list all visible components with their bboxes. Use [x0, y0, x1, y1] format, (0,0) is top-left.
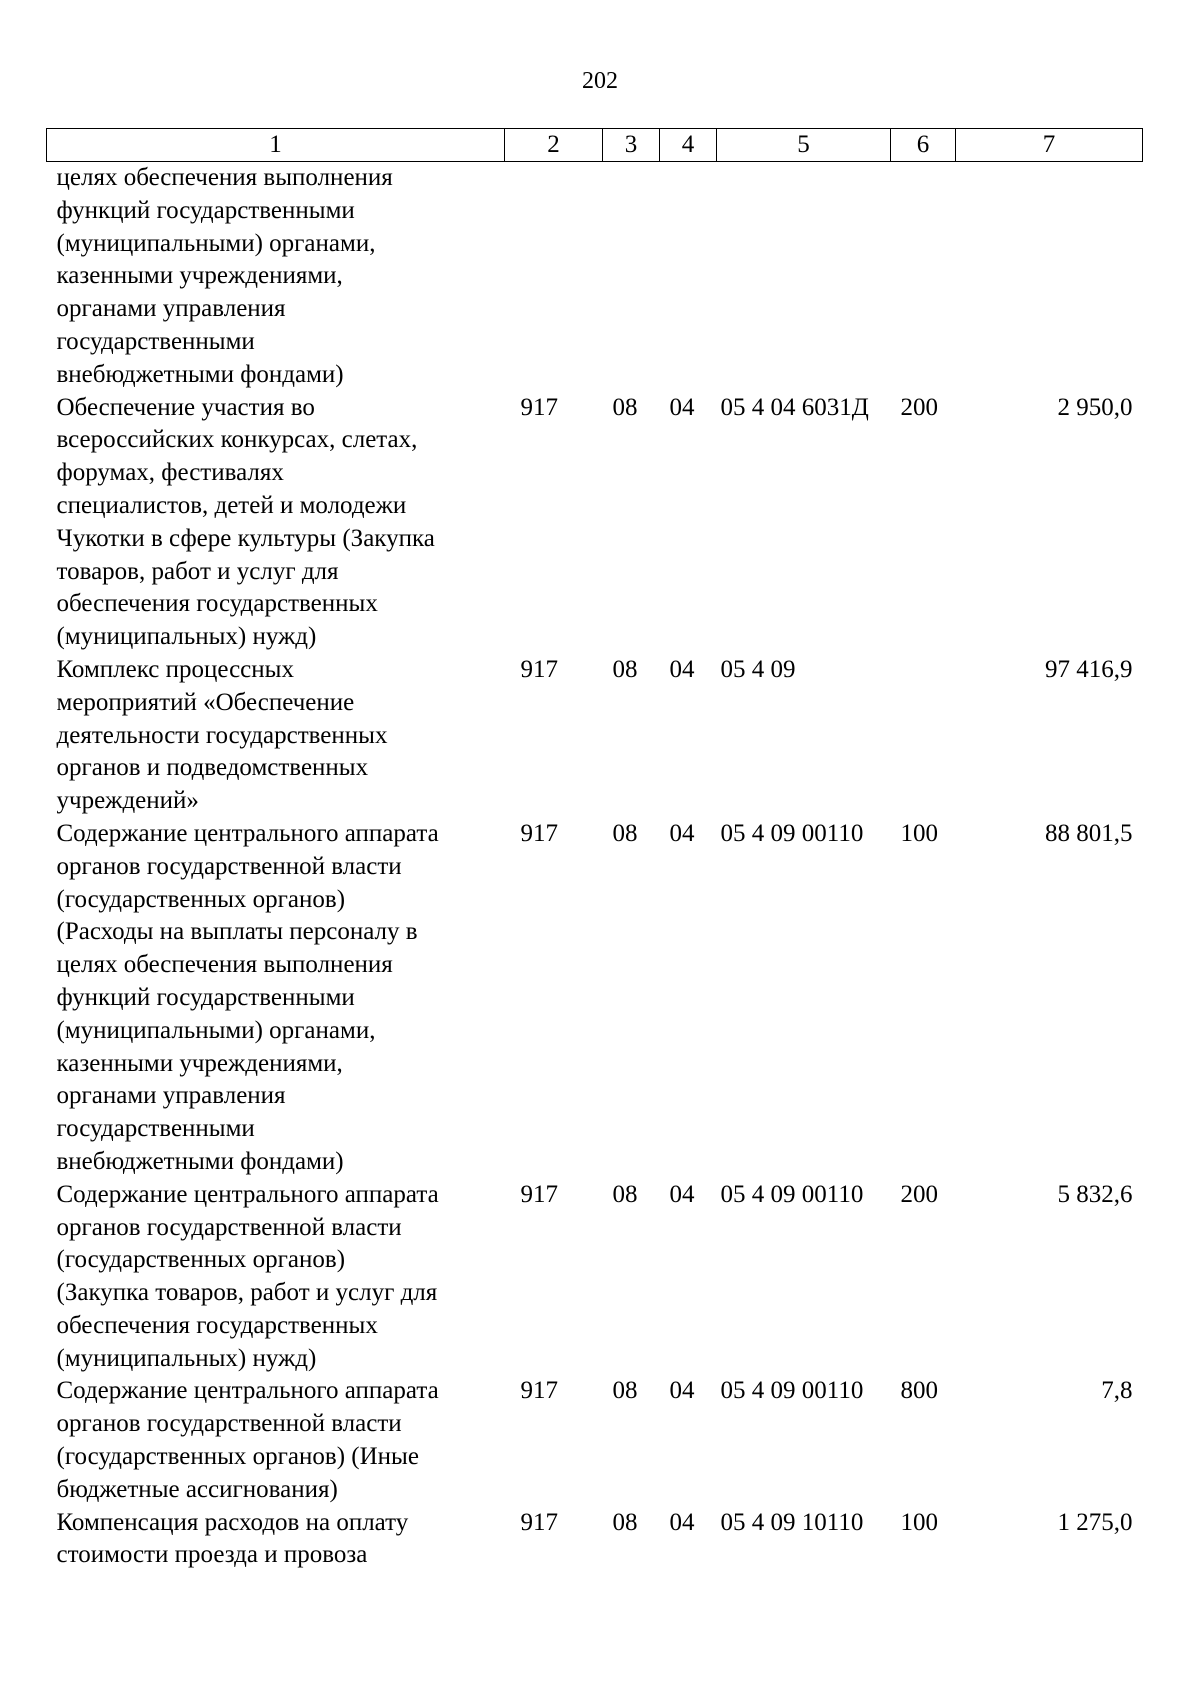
description-line: органами управления: [56, 1082, 286, 1110]
description-line: функций государственными: [56, 196, 355, 224]
header-row: [47, 129, 1143, 162]
description-line: государственными: [56, 1115, 255, 1143]
cell-target-article: 05 4 09: [720, 655, 796, 683]
page-number: 202: [582, 68, 618, 94]
cell-ministry-code: 917: [520, 1180, 558, 1208]
row-description: [47, 818, 505, 1179]
description-line: учреждений»: [56, 787, 199, 815]
cell-section: 08: [612, 393, 638, 421]
cell-section: 08: [612, 1180, 638, 1208]
header-col-1: 1: [47, 129, 505, 162]
header-col-4: 4: [660, 129, 717, 162]
description-line: органов и подведомственных: [56, 754, 369, 782]
cell-amount: 2 950,0: [1057, 393, 1133, 421]
header-col-2: 2: [505, 129, 603, 162]
description-line: мероприятий «Обеспечение: [56, 688, 355, 716]
header-col-7: 7: [956, 129, 1143, 162]
description-line: обеспечения государственных: [56, 1311, 378, 1339]
description-line: Компенсация расходов на оплату: [56, 1508, 409, 1536]
description-line: функций государственными: [56, 983, 355, 1011]
description-line: (муниципальными) органами,: [56, 1016, 376, 1044]
table-row: [47, 654, 1143, 818]
cell-expense-type: 100: [900, 1508, 938, 1536]
cell-ministry-code: 917: [520, 1508, 558, 1536]
description-line: государственными: [56, 327, 255, 355]
cell-section: 08: [612, 1377, 638, 1405]
cell-subsection: 04: [669, 1180, 695, 1208]
table-row: [47, 162, 1143, 392]
cell-ministry-code: 917: [520, 1377, 558, 1405]
description-line: деятельности государственных: [56, 721, 388, 749]
cell-subsection: 04: [669, 393, 695, 421]
cell-section: [603, 162, 660, 392]
cell-target-article: 05 4 09 00110: [720, 819, 864, 847]
cell-section: 08: [612, 819, 638, 847]
cell-section: 08: [612, 655, 638, 683]
description-line: целях обеспечения выполнения: [56, 164, 393, 191]
cell-section: 08: [612, 1508, 638, 1536]
cell-target-article: 05 4 09 00110: [720, 1377, 864, 1405]
description-line: Содержание центрального аппарата: [56, 1377, 439, 1405]
cell-subsection: 04: [669, 819, 695, 847]
description-line: (муниципальных) нужд): [56, 623, 317, 651]
description-line: казенными учреждениями,: [56, 1049, 343, 1077]
cell-target-article: 05 4 04 6031Д: [720, 393, 869, 421]
cell-ministry-code: 917: [520, 655, 558, 683]
cell-expense-type: [891, 162, 956, 392]
cell-amount: 97 416,9: [1045, 655, 1133, 683]
description-line: стоимости проезда и провоза: [56, 1541, 368, 1569]
description-line: целях обеспечения выполнения: [56, 951, 393, 979]
cell-ministry-code: 917: [520, 393, 558, 421]
row-description: [47, 1375, 505, 1506]
cell-subsection: [660, 162, 717, 392]
cell-expense-type: 200: [900, 393, 938, 421]
cell-subsection: 04: [669, 1377, 695, 1405]
cell-amount: 88 801,5: [1045, 819, 1133, 847]
cell-target-article: 05 4 09 10110: [720, 1508, 864, 1536]
description-line: товаров, работ и услуг для: [56, 557, 339, 585]
description-line: (муниципальных) нужд): [56, 1344, 317, 1372]
description-line: внебюджетными фондами): [56, 1147, 344, 1175]
cell-ministry-code: [505, 162, 603, 392]
description-line: (Закупка товаров, работ и услуг для: [56, 1279, 438, 1307]
row-description: [47, 654, 505, 818]
description-line: (государственных органов): [56, 1246, 346, 1274]
cell-amount: [956, 162, 1143, 392]
description-line: Содержание центрального аппарата: [56, 819, 439, 847]
description-line: казенными учреждениями,: [56, 262, 343, 290]
cell-subsection: 04: [669, 655, 695, 683]
cell-expense-type: [891, 654, 956, 818]
cell-expense-type: 100: [900, 819, 938, 847]
description-line: Комплекс процессных: [56, 655, 294, 683]
description-line: всероссийских конкурсах, слетах,: [56, 426, 418, 454]
budget-table: [46, 128, 1143, 1572]
cell-expense-type: 800: [900, 1377, 938, 1405]
description-line: Чукотки в сфере культуры (Закупка: [56, 524, 435, 552]
description-line: органами управления: [56, 295, 286, 323]
header-col-5: 5: [717, 129, 891, 162]
description-line: органов государственной власти: [56, 1213, 402, 1241]
cell-expense-type: 200: [900, 1180, 938, 1208]
description-line: форумах, фестивалях: [56, 459, 284, 487]
description-line: обеспечения государственных: [56, 590, 378, 618]
table-row: [47, 1179, 1143, 1376]
table-row: [47, 818, 1143, 1179]
description-line: внебюджетными фондами): [56, 360, 344, 388]
description-line: (государственных органов) (Иные: [56, 1443, 419, 1471]
description-line: (Расходы на выплаты персоналу в: [56, 918, 418, 946]
description-line: органов государственной власти: [56, 1410, 402, 1438]
table-body: [47, 162, 1143, 1573]
header-col-3: 3: [603, 129, 660, 162]
table-row: [47, 1375, 1143, 1506]
description-line: Обеспечение участия во: [56, 393, 315, 421]
cell-target-article: 05 4 09 00110: [720, 1180, 864, 1208]
table-row: [47, 1507, 1143, 1573]
cell-target-article: [717, 162, 891, 392]
cell-amount: 1 275,0: [1057, 1508, 1133, 1536]
description-line: специалистов, детей и молодежи: [56, 491, 407, 519]
header-col-6: 6: [891, 129, 956, 162]
table-header: [47, 129, 1143, 162]
cell-amount: 7,8: [1101, 1377, 1133, 1405]
cell-amount: 5 832,6: [1057, 1180, 1133, 1208]
description-line: бюджетные ассигнования): [56, 1475, 338, 1503]
row-description: [47, 1179, 505, 1376]
cell-subsection: 04: [669, 1508, 695, 1536]
row-description: [47, 162, 505, 392]
cell-ministry-code: 917: [520, 819, 558, 847]
description-line: (государственных органов): [56, 885, 346, 913]
row-description: [47, 392, 505, 654]
description-line: органов государственной власти: [56, 852, 402, 880]
row-description: [47, 1507, 505, 1573]
table-row: [47, 392, 1143, 654]
description-line: (муниципальными) органами,: [56, 229, 376, 257]
description-line: Содержание центрального аппарата: [56, 1180, 439, 1208]
